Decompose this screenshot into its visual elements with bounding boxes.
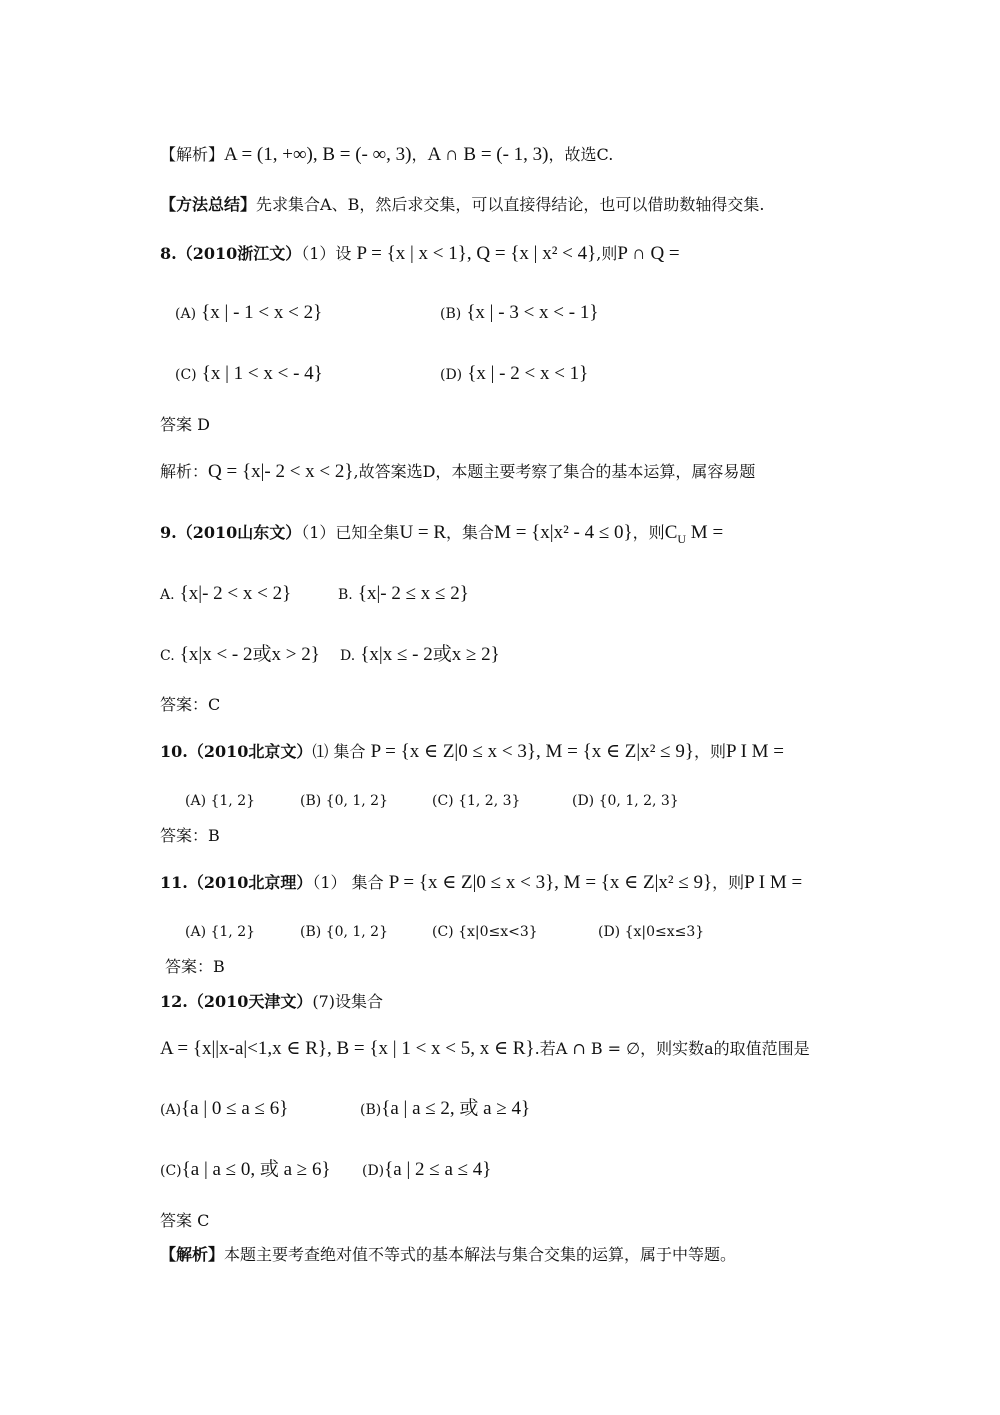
- option-value: {x|x < - 2或x > 2}: [179, 644, 320, 665]
- q9-option-b: [338, 582, 469, 607]
- explanation-tag: 解析：: [160, 462, 209, 481]
- q11-option-b: (B) {0, 1, 2}: [300, 924, 388, 940]
- q10-option-a: (A) {1, 2}: [185, 793, 256, 809]
- option-value: {x|- 2 < x < 2}: [179, 583, 292, 604]
- q12-option-c: [160, 1158, 331, 1183]
- q8-option-c: [175, 362, 323, 387]
- question-text: (7)设集合: [312, 992, 384, 1011]
- option-label: (B): [360, 1102, 382, 1118]
- question-text: ，则: [632, 523, 665, 542]
- math-expression: A = {x||x-a|<1,x ∈ R}, B = {x | 1 < x < 5, x ∈ R}: [160, 1038, 535, 1059]
- math-expression: U = R: [399, 522, 447, 543]
- question-header: 11.（2010北京理）: [160, 873, 313, 892]
- math-subscript: U: [677, 531, 687, 546]
- question-9: [160, 521, 723, 551]
- question-text: .若A ∩ B = ∅，则实数a的取值范围是: [534, 1039, 810, 1058]
- option-value: {x | - 2 < x < 1}: [467, 363, 589, 384]
- question-text: ，则: [712, 873, 745, 892]
- option-value: {x|- 2 ≤ x ≤ 2}: [357, 583, 469, 604]
- question-text: （1）已知全集: [301, 523, 400, 542]
- option-label: D.: [340, 648, 356, 664]
- option-value: {x | - 1 < x < 2}: [201, 302, 323, 323]
- explanation-text: ,故答案选D，本题主要考察了集合的基本运算，属容易题: [353, 462, 756, 481]
- method-summary-line: [160, 193, 764, 217]
- q8-explanation: [160, 460, 755, 484]
- conclusion-text: ，故选C.: [548, 145, 614, 164]
- option-label: C.: [160, 648, 175, 664]
- option-value: {a | 0 ≤ a ≤ 6}: [181, 1098, 289, 1119]
- question-text: ，集合: [446, 523, 495, 542]
- option-label: (C): [175, 367, 197, 383]
- q10-option-b: (B) {0, 1, 2}: [300, 793, 388, 809]
- q8-answer: 答案 D: [160, 415, 210, 434]
- option-label: A.: [160, 587, 175, 603]
- math-symbol: C: [664, 522, 678, 543]
- q11-option-d: (D) {x|0≤x≤3}: [598, 924, 705, 940]
- question-header: 12.（2010天津文）: [160, 992, 313, 1011]
- q8-option-b: [440, 301, 598, 326]
- q9-answer: 答案：C: [160, 695, 221, 714]
- q8-option-d: [440, 362, 588, 387]
- math-expression: P = {x ∈ Z|0 ≤ x < 3}, M = {x ∈ Z|x² ≤ 9}: [388, 872, 713, 893]
- q9-option-a: [160, 582, 291, 607]
- q12-option-a: [160, 1097, 288, 1122]
- option-value: {a | 2 ≤ a ≤ 4}: [384, 1159, 492, 1180]
- q12-answer: 答案 C: [160, 1211, 210, 1230]
- explanation-tag: 【解析】: [160, 1245, 225, 1264]
- option-value: {x | - 3 < x < - 1}: [466, 302, 599, 323]
- q11-option-a: (A) {1, 2}: [185, 924, 256, 940]
- option-label: (A): [160, 1102, 182, 1118]
- q10-option-c: (C) {1, 2, 3}: [432, 793, 521, 809]
- math-expression: M = {x|x² - 4 ≤ 0}: [494, 522, 633, 543]
- analysis-line-1: [160, 143, 613, 167]
- question-header: 10.（2010北京文）: [160, 742, 313, 761]
- question-12-sets: [160, 1037, 810, 1061]
- question-header: 8.（2010浙江文）: [160, 244, 302, 263]
- q9-option-c: [160, 643, 320, 668]
- math-expression: Q = {x|- 2 < x < 2}: [208, 461, 354, 482]
- q11-answer: 答案：B: [165, 957, 225, 976]
- option-value: {x | 1 < x < - 4}: [201, 363, 323, 384]
- question-text: ，则: [693, 742, 726, 761]
- question-10: [160, 740, 784, 764]
- q8-option-a: [175, 301, 322, 326]
- option-label: (B): [440, 306, 462, 322]
- option-value: {a | a ≤ 2, 或 a ≥ 4}: [381, 1098, 531, 1119]
- q9-option-d: [340, 643, 500, 668]
- explanation-text: 本题主要考查绝对值不等式的基本解法与集合交集的运算，属于中等题。: [224, 1245, 737, 1264]
- option-label: (D): [440, 367, 463, 383]
- q12-option-d: [362, 1158, 491, 1183]
- math-expression: P = {x | x < 1}, Q = {x | x² < 4}: [356, 243, 597, 264]
- math-expression: [664, 522, 724, 546]
- question-header: 9.（2010山东文）: [160, 523, 302, 542]
- question-text: ⑴ 集合: [312, 742, 366, 761]
- method-summary-text: 先求集合A、B，然后求交集，可以直接得结论，也可以借助数轴得交集.: [256, 195, 765, 214]
- q12-explanation: [160, 1243, 736, 1267]
- option-value: {a | a ≤ 0, 或 a ≥ 6}: [181, 1159, 331, 1180]
- method-summary-tag: 【方法总结】: [160, 195, 257, 214]
- option-label: (C): [160, 1163, 182, 1179]
- q10-option-d: (D) {0, 1, 2, 3}: [572, 793, 679, 809]
- question-text: （1） 集合: [312, 873, 384, 892]
- question-12: [160, 990, 383, 1014]
- q11-option-c: (C) {x|0≤x<3}: [432, 924, 538, 940]
- math-expression: P = {x ∈ Z|0 ≤ x < 3}, M = {x ∈ Z|x² ≤ 9}: [370, 741, 694, 762]
- separator: ，: [411, 145, 428, 164]
- question-11: [160, 871, 802, 895]
- question-8: [160, 242, 680, 266]
- analysis-tag: 【解析】: [160, 145, 225, 164]
- math-expression: P ∩ Q =: [617, 243, 680, 264]
- math-symbol: M =: [690, 522, 724, 543]
- option-label: (A): [175, 306, 197, 322]
- q10-answer: 答案：B: [160, 826, 220, 845]
- math-expression: P I M =: [725, 741, 785, 762]
- option-label: (D): [362, 1163, 385, 1179]
- math-expression: A ∩ B = (- 1, 3): [427, 144, 549, 165]
- question-text: （1）设: [301, 244, 352, 263]
- math-expression: P I M =: [744, 872, 803, 893]
- option-value: {x|x ≤ - 2或x ≥ 2}: [360, 644, 500, 665]
- math-expression: A = (1, +∞), B = (- ∞, 3): [224, 144, 412, 165]
- question-text: ,则: [596, 244, 618, 263]
- option-label: B.: [338, 587, 353, 603]
- q12-option-b: [360, 1097, 530, 1122]
